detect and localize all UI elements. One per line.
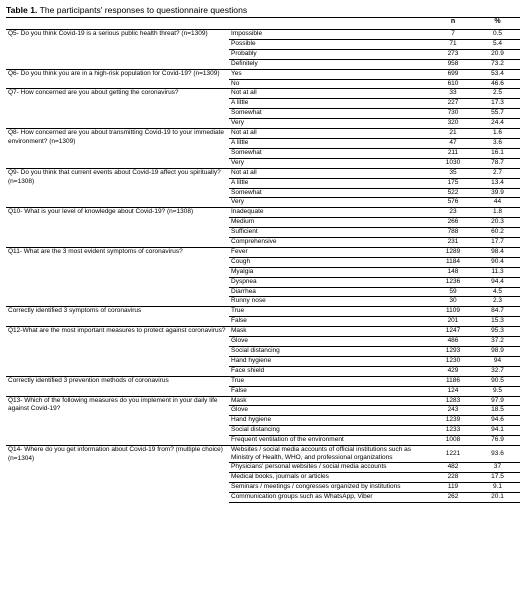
percent-cell: 44 xyxy=(475,198,520,208)
option-cell: Dyspnea xyxy=(229,277,431,287)
percent-cell: 32.7 xyxy=(475,366,520,376)
table-row xyxy=(6,208,520,218)
count-cell: 35 xyxy=(431,168,475,178)
percent-cell: 17.7 xyxy=(475,238,520,248)
count-cell: 1030 xyxy=(431,158,475,168)
percent-cell: 5.4 xyxy=(475,40,520,49)
percent-cell: 94.1 xyxy=(475,426,520,436)
percent-cell: 9.1 xyxy=(475,482,520,492)
option-cell: Yes xyxy=(229,69,431,79)
percent-cell: 20.1 xyxy=(475,492,520,502)
count-cell: 71 xyxy=(431,40,475,49)
count-cell: 958 xyxy=(431,59,475,69)
option-cell: Communication groups such as WhatsApp, Viber xyxy=(229,492,431,502)
count-cell: 33 xyxy=(431,89,475,99)
option-cell: True xyxy=(229,376,431,386)
count-cell: 262 xyxy=(431,492,475,502)
count-cell: 1289 xyxy=(431,247,475,257)
percent-cell: 2.5 xyxy=(475,89,520,99)
option-cell: Not at all xyxy=(229,168,431,178)
percent-cell: 93.6 xyxy=(475,446,520,463)
option-cell: Frequent ventilation of the environment xyxy=(229,436,431,446)
count-cell: 47 xyxy=(431,138,475,148)
count-cell: 30 xyxy=(431,297,475,307)
table-row xyxy=(6,69,520,79)
count-cell: 273 xyxy=(431,49,475,59)
option-cell: Diarrhea xyxy=(229,287,431,297)
percent-cell: 1.8 xyxy=(475,208,520,218)
percent-cell: 55.7 xyxy=(475,109,520,119)
option-cell: Social distancing xyxy=(229,347,431,357)
question-cell: Q9- Do you think that current events about Covid-19 affect you spiritually? (n=1308) xyxy=(6,168,229,208)
table-caption: The participants' responses to questionnaire questions xyxy=(37,5,248,15)
question-cell: Correctly identified 3 symptoms of coronavirus xyxy=(6,307,229,327)
question-cell: Q8- How concerned are you about transmitting Covid-19 to your immediate environment? (n=1309) xyxy=(6,129,229,169)
option-cell: Runny nose xyxy=(229,297,431,307)
count-cell: 227 xyxy=(431,99,475,109)
percent-cell: 98.4 xyxy=(475,247,520,257)
option-cell: Hand hygiene xyxy=(229,416,431,426)
table-row xyxy=(6,30,520,40)
count-cell: 1247 xyxy=(431,327,475,337)
table-body xyxy=(6,30,520,503)
option-cell: Inadequate xyxy=(229,208,431,218)
option-cell: Medium xyxy=(229,218,431,228)
option-cell: Myalgia xyxy=(229,267,431,277)
percent-cell: 90.5 xyxy=(475,376,520,386)
percent-cell: 84.7 xyxy=(475,307,520,317)
percent-cell: 11.3 xyxy=(475,267,520,277)
table-row xyxy=(6,376,520,386)
table-row xyxy=(6,168,520,178)
percent-cell: 13.4 xyxy=(475,178,520,188)
option-cell: Hand hygiene xyxy=(229,356,431,366)
percent-cell: 3.6 xyxy=(475,138,520,148)
percent-cell: 2.3 xyxy=(475,297,520,307)
count-cell: 699 xyxy=(431,69,475,79)
percent-cell: 37.2 xyxy=(475,337,520,347)
percent-cell: 20.9 xyxy=(475,49,520,59)
count-cell: 1008 xyxy=(431,436,475,446)
question-cell: Q12-What are the most important measures to protect against coronavirus? xyxy=(6,327,229,377)
option-cell: Probably xyxy=(229,49,431,59)
count-cell: 610 xyxy=(431,79,475,89)
option-cell: Mask xyxy=(229,327,431,337)
question-cell: Q13- Which of the following measures do you implement in your daily life against Covid-19? xyxy=(6,396,229,446)
percent-cell: 94 xyxy=(475,356,520,366)
table-label: Table 1. xyxy=(6,5,38,15)
count-cell: 522 xyxy=(431,188,475,198)
percent-cell: 17.5 xyxy=(475,472,520,482)
option-cell: False xyxy=(229,317,431,327)
percent-cell: 2.7 xyxy=(475,168,520,178)
percent-cell: 46.6 xyxy=(475,79,520,89)
count-cell: 119 xyxy=(431,482,475,492)
percent-cell: 39.9 xyxy=(475,188,520,198)
count-cell: 231 xyxy=(431,238,475,248)
count-cell: 1239 xyxy=(431,416,475,426)
count-cell: 124 xyxy=(431,386,475,396)
percent-cell: 17.3 xyxy=(475,99,520,109)
count-cell: 730 xyxy=(431,109,475,119)
percent-cell: 95.3 xyxy=(475,327,520,337)
header-row xyxy=(6,18,520,30)
option-cell: Very xyxy=(229,119,431,129)
percent-cell: 76.9 xyxy=(475,436,520,446)
table-row xyxy=(6,89,520,99)
option-cell: Physicians' personal websites / social media accounts xyxy=(229,463,431,473)
count-cell: 148 xyxy=(431,267,475,277)
option-cell: Very xyxy=(229,158,431,168)
option-cell: False xyxy=(229,386,431,396)
count-cell: 320 xyxy=(431,119,475,129)
count-cell: 7 xyxy=(431,30,475,40)
option-cell: Face shield xyxy=(229,366,431,376)
option-cell: Possible xyxy=(229,40,431,49)
header-n: n xyxy=(431,18,475,30)
count-cell: 243 xyxy=(431,406,475,416)
count-cell: 576 xyxy=(431,198,475,208)
count-cell: 23 xyxy=(431,208,475,218)
percent-cell: 94.6 xyxy=(475,416,520,426)
percent-cell: 9.5 xyxy=(475,386,520,396)
table-row xyxy=(6,446,520,463)
percent-cell: 53.4 xyxy=(475,69,520,79)
percent-cell: 98.9 xyxy=(475,347,520,357)
option-cell: Glove xyxy=(229,406,431,416)
table-row xyxy=(6,129,520,139)
percent-cell: 0.5 xyxy=(475,30,520,40)
percent-cell: 18.5 xyxy=(475,406,520,416)
question-cell: Q10- What is your level of knowledge about Covid-19? (n=1308) xyxy=(6,208,229,248)
percent-cell: 4.5 xyxy=(475,287,520,297)
option-cell: Mask xyxy=(229,396,431,406)
table-row xyxy=(6,396,520,406)
percent-cell: 94.4 xyxy=(475,277,520,287)
percent-cell: 24.4 xyxy=(475,119,520,129)
percent-cell: 1.6 xyxy=(475,129,520,139)
count-cell: 59 xyxy=(431,287,475,297)
question-cell: Q5- Do you think Covid-19 is a serious public health threat? (n=1309) xyxy=(6,30,229,70)
option-cell: Medical books, journals or articles xyxy=(229,472,431,482)
count-cell: 201 xyxy=(431,317,475,327)
table-row xyxy=(6,247,520,257)
count-cell: 1233 xyxy=(431,426,475,436)
option-cell: Sufficient xyxy=(229,228,431,238)
table-row xyxy=(6,327,520,337)
table-title xyxy=(6,5,247,15)
count-cell: 429 xyxy=(431,366,475,376)
option-cell: A little xyxy=(229,99,431,109)
count-cell: 1293 xyxy=(431,347,475,357)
count-cell: 1283 xyxy=(431,396,475,406)
option-cell: No xyxy=(229,79,431,89)
count-cell: 211 xyxy=(431,148,475,158)
count-cell: 228 xyxy=(431,472,475,482)
option-cell: Glove xyxy=(229,337,431,347)
percent-cell: 78.7 xyxy=(475,158,520,168)
option-cell: Social distancing xyxy=(229,426,431,436)
option-cell: Websites / social media accounts of official institutions such as Ministry of Health, WHO, and professional organizations xyxy=(229,446,431,463)
count-cell: 1221 xyxy=(431,446,475,463)
count-cell: 486 xyxy=(431,337,475,347)
header-pct: % xyxy=(475,18,520,30)
option-cell: Somewhat xyxy=(229,188,431,198)
percent-cell: 15.3 xyxy=(475,317,520,327)
option-cell: Somewhat xyxy=(229,148,431,158)
table-row xyxy=(6,307,520,317)
option-cell: Seminars / meetings / congresses organized by institutions xyxy=(229,482,431,492)
option-cell: A little xyxy=(229,178,431,188)
option-cell: True xyxy=(229,307,431,317)
percent-cell: 60.2 xyxy=(475,228,520,238)
option-cell: Impossible xyxy=(229,30,431,40)
count-cell: 1236 xyxy=(431,277,475,287)
count-cell: 788 xyxy=(431,228,475,238)
percent-cell: 37 xyxy=(475,463,520,473)
option-cell: Definitely xyxy=(229,59,431,69)
count-cell: 175 xyxy=(431,178,475,188)
count-cell: 266 xyxy=(431,218,475,228)
count-cell: 482 xyxy=(431,463,475,473)
option-cell: Not at all xyxy=(229,89,431,99)
count-cell: 1184 xyxy=(431,257,475,267)
count-cell: 1109 xyxy=(431,307,475,317)
option-cell: Fever xyxy=(229,247,431,257)
question-cell: Q11- What are the 3 most evident symptoms of coronavirus? xyxy=(6,247,229,306)
option-cell: Not at all xyxy=(229,129,431,139)
percent-cell: 90.4 xyxy=(475,257,520,267)
question-cell: Q14- Where do you get information about Covid-19 from? (multiple choice) (n=1304) xyxy=(6,446,229,503)
percent-cell: 20.3 xyxy=(475,218,520,228)
question-cell: Q7- How concerned are you about getting the coronavirus? xyxy=(6,89,229,129)
percent-cell: 16.1 xyxy=(475,148,520,158)
count-cell: 21 xyxy=(431,129,475,139)
percent-cell: 73.2 xyxy=(475,59,520,69)
count-cell: 1186 xyxy=(431,376,475,386)
question-cell: Correctly identified 3 prevention methods of coronavirus xyxy=(6,376,229,396)
question-cell: Q6- Do you think you are in a high-risk population for Covid-19? (n=1309) xyxy=(6,69,229,89)
count-cell: 1230 xyxy=(431,356,475,366)
option-cell: Cough xyxy=(229,257,431,267)
option-cell: Very xyxy=(229,198,431,208)
option-cell: Comprehensive xyxy=(229,238,431,248)
option-cell: Somewhat xyxy=(229,109,431,119)
option-cell: A little xyxy=(229,138,431,148)
responses-table xyxy=(6,17,520,503)
percent-cell: 97.9 xyxy=(475,396,520,406)
